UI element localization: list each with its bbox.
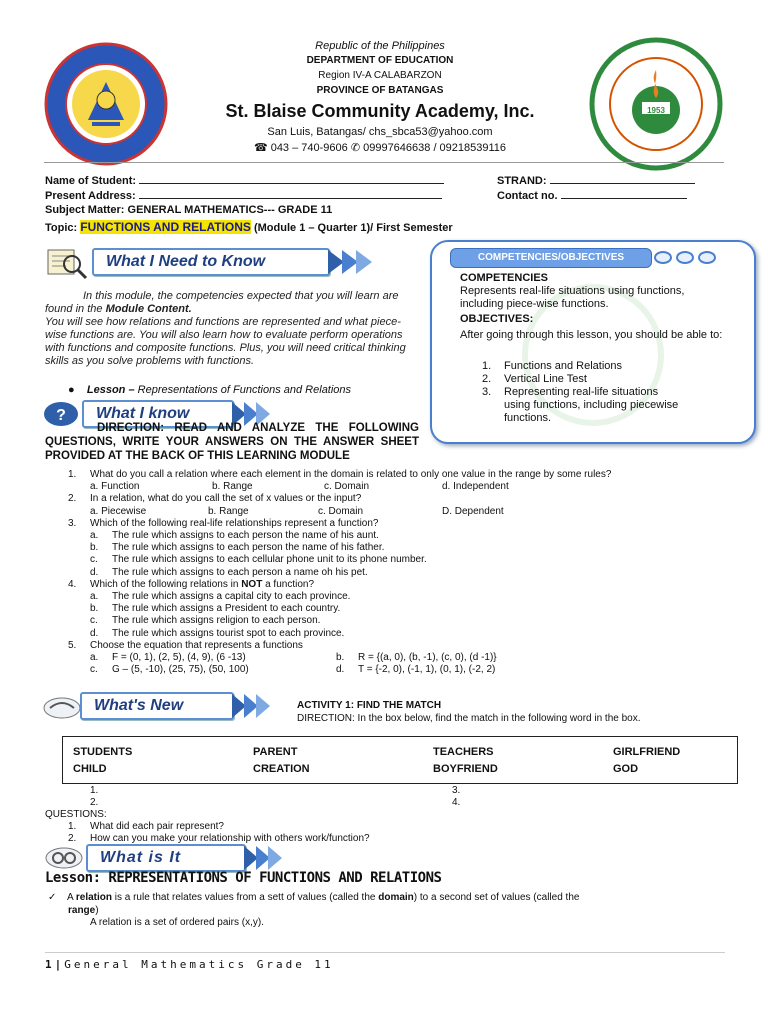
intro-text: In this module, the competencies expected that you will learn are found in the: [45, 290, 399, 315]
school-seal: [588, 36, 724, 172]
word-row-2: [73, 759, 733, 777]
competencies-title: COMPETENCIES/OBJECTIVES: [450, 248, 652, 268]
what-i-know-title: What I know: [82, 400, 234, 428]
module-content-label: Module Content.: [105, 303, 192, 315]
q3-option: a. The rule which assigns to each person the name of his aunt.: [90, 530, 379, 542]
topic-value: FUNCTIONS AND RELATIONS: [80, 220, 251, 234]
province-line: PROVINCE OF BATANGAS: [316, 85, 444, 96]
q5-options-row2: c. G – (5, -10), (25, 75), (50, 100) d. T = {-2, 0), (-1, 1), (0, 1), (-2, 2): [90, 664, 496, 676]
what-i-need-title: What I Need to Know: [92, 248, 330, 276]
footer-text: General Mathematics Grade 11: [64, 958, 334, 971]
word-item: GOD: [613, 763, 639, 775]
chevron-right-icon: [268, 846, 282, 870]
q3-option: c. The rule which assigns to each cellular phone unit to its phone number.: [90, 554, 427, 566]
strand-input-line[interactable]: [550, 173, 695, 184]
question-4: 4. Which of the following relations in NOT a function?: [68, 578, 315, 590]
word-item: STUDENTS: [73, 746, 133, 758]
relation-definition-2: A relation is a set of ordered pairs (x,y).: [90, 917, 264, 928]
relation-definition: ✓ A relation is a rule that relates values from a sett of values (called the domain) to a second set of values (called the range): [48, 892, 580, 916]
comp-text: Represents real-life situations using functions, including piece-wise functions.: [460, 285, 685, 310]
school-name: St. Blaise Community Academy, Inc.: [225, 101, 535, 121]
answer-3[interactable]: 3.: [452, 785, 461, 796]
obj-heading: OBJECTIVES:: [460, 313, 534, 325]
direction-text: DIRECTION: READ AND ANALYZE THE FOLLOWING QUESTIONS, WRITE YOUR ANSWERS ON THE ANSWER SHEET PROVIDED AT THE BACK OF THIS LEARNING MODULE: [45, 422, 419, 462]
footer-separator: |: [54, 958, 65, 971]
q3-option: b. The rule which assigns to each person the name of his father.: [90, 542, 385, 554]
school-phones: ☎ 043 – 740-9606 ✆ 09997646638 / 09218539116: [253, 142, 507, 154]
strand-label: STRAND:: [497, 175, 547, 187]
header-divider: [44, 162, 724, 163]
objective-item: 3. Representing real-life situations using functions, including piecewise functions.: [482, 386, 679, 424]
objective-item: 2. Vertical Line Test: [482, 373, 587, 385]
what-i-need-banner: [92, 248, 372, 276]
dot-icon: [654, 251, 672, 264]
department-line: DEPARTMENT OF EDUCATION: [306, 55, 454, 66]
word-item: GIRLFRIEND: [613, 746, 681, 758]
q5-options-row1: a. F = (0, 1), (2, 5), (4, 9), (6 -13) b. R = {(a, 0), (b, -1), (c, 0), (d -1)}: [90, 652, 497, 664]
name-field[interactable]: [45, 173, 444, 187]
comp-heading: COMPETENCIES: [460, 272, 549, 284]
lesson-label: Lesson –: [86, 384, 135, 396]
obj-text: After going through this lesson, you should be able to:: [460, 329, 723, 341]
magnifier-icon: [44, 246, 88, 280]
topic-suffix: (Module 1 – Quarter 1)/ First Semester: [253, 222, 453, 234]
what-is-it-title: What is It: [86, 844, 246, 872]
question-1: 1. What do you call a relation where each element in the domain is related to only one value in the range by some rules?: [68, 469, 612, 480]
dot-icon: [676, 251, 694, 264]
question-2: 2. In a relation, what do you call the set of x values or the input?: [68, 493, 362, 505]
contact-field[interactable]: [497, 188, 687, 202]
subject-matter: Subject Matter: GENERAL MATHEMATICS--- GRADE 11: [45, 204, 333, 216]
region-line: Region IV-A CALABARZON: [318, 70, 442, 81]
intro-paragraph: [45, 290, 420, 368]
q1-options: a. Function b. Range c. Domain d. Independent: [90, 481, 509, 493]
answer-4[interactable]: 4.: [452, 797, 461, 808]
contact-input-line[interactable]: [561, 188, 687, 199]
q4-option: d. The rule which assigns tourist spot to each province.: [90, 627, 345, 639]
address-label: Present Address:: [45, 190, 136, 202]
school-address: San Luis, Batangas/ chs_sbca53@yahoo.com: [267, 126, 493, 138]
q3-option: d. The rule which assigns to each person a name oh his pet.: [90, 566, 368, 578]
q4-option: a. The rule which assigns a capital city to each province.: [90, 591, 351, 603]
name-label: Name of Student:: [45, 175, 137, 187]
word-item: PARENT: [253, 746, 298, 758]
whats-new-title: What's New: [80, 692, 234, 720]
strand-field[interactable]: [497, 173, 695, 187]
question-5: 5. Choose the equation that represents a functions: [68, 639, 303, 651]
hands-icon: [44, 846, 84, 870]
footer-divider: [45, 952, 725, 953]
competencies-card: [430, 240, 756, 444]
word-row-1: [73, 742, 733, 760]
topic-line: [45, 220, 453, 234]
activity-direction: DIRECTION: In the box below, find the match in the following word in the box.: [297, 713, 641, 724]
footer: [45, 958, 334, 971]
word-item: BOYFRIEND: [433, 763, 498, 775]
word-item: CREATION: [253, 763, 310, 775]
address-input-line[interactable]: [139, 188, 442, 199]
word-item: CHILD: [73, 763, 107, 775]
lesson-text: Representations of Functions and Relations: [137, 384, 352, 396]
deped-seal: [44, 42, 168, 166]
contact-label: Contact no.: [497, 190, 558, 202]
lesson-line: ● Lesson – Representations of Functions and Relations: [68, 384, 352, 396]
chevron-right-icon: [356, 250, 372, 274]
address-field[interactable]: [45, 188, 442, 202]
answer-2[interactable]: 2.: [90, 797, 99, 808]
objective-item: 1. Functions and Relations: [482, 360, 623, 372]
page-number: 1: [45, 958, 55, 971]
seal-year: 1953: [647, 106, 665, 115]
topic-label: Topic:: [45, 222, 78, 234]
check-icon: ✓: [48, 892, 57, 903]
republic-line: Republic of the Philippines: [315, 40, 445, 52]
q4-option: b. The rule which assigns a President to each country.: [90, 603, 341, 615]
name-input-line[interactable]: [139, 173, 444, 184]
activity-title: ACTIVITY 1: FIND THE MATCH: [297, 700, 442, 711]
q4-option: c. The rule which assigns religion to each person.: [90, 615, 321, 627]
objectives-list: [482, 360, 722, 425]
what-is-it-banner: [86, 844, 282, 872]
q2-options: a. Piecewise b. Range c. Domain D. Dependent: [90, 505, 504, 517]
questions-label: QUESTIONS:: [45, 809, 107, 820]
question-list: [68, 469, 708, 676]
svg-text:?: ?: [56, 407, 66, 424]
new-question-2: 2. How can you make your relationship with others work/function?: [68, 833, 370, 844]
lesson-title: Lesson: REPRESENTATIONS OF FUNCTIONS AND RELATIONS: [45, 870, 442, 886]
question-3: 3. Which of the following real-life relationships represent a function?: [68, 517, 379, 529]
intro-text-2: You will see how relations and functions are represented and what piece-wise functions are. You will also learn how to evaluate perform operations with functions and composite functions. Plus, you will need critical thinking skills as you solve problems with functions.: [45, 316, 406, 367]
new-question-1: 1. What did each pair represent?: [68, 821, 224, 832]
word-box: [62, 736, 738, 784]
dot-icon: [698, 251, 716, 264]
word-item: TEACHERS: [433, 746, 494, 758]
answer-1[interactable]: 1.: [90, 785, 99, 796]
